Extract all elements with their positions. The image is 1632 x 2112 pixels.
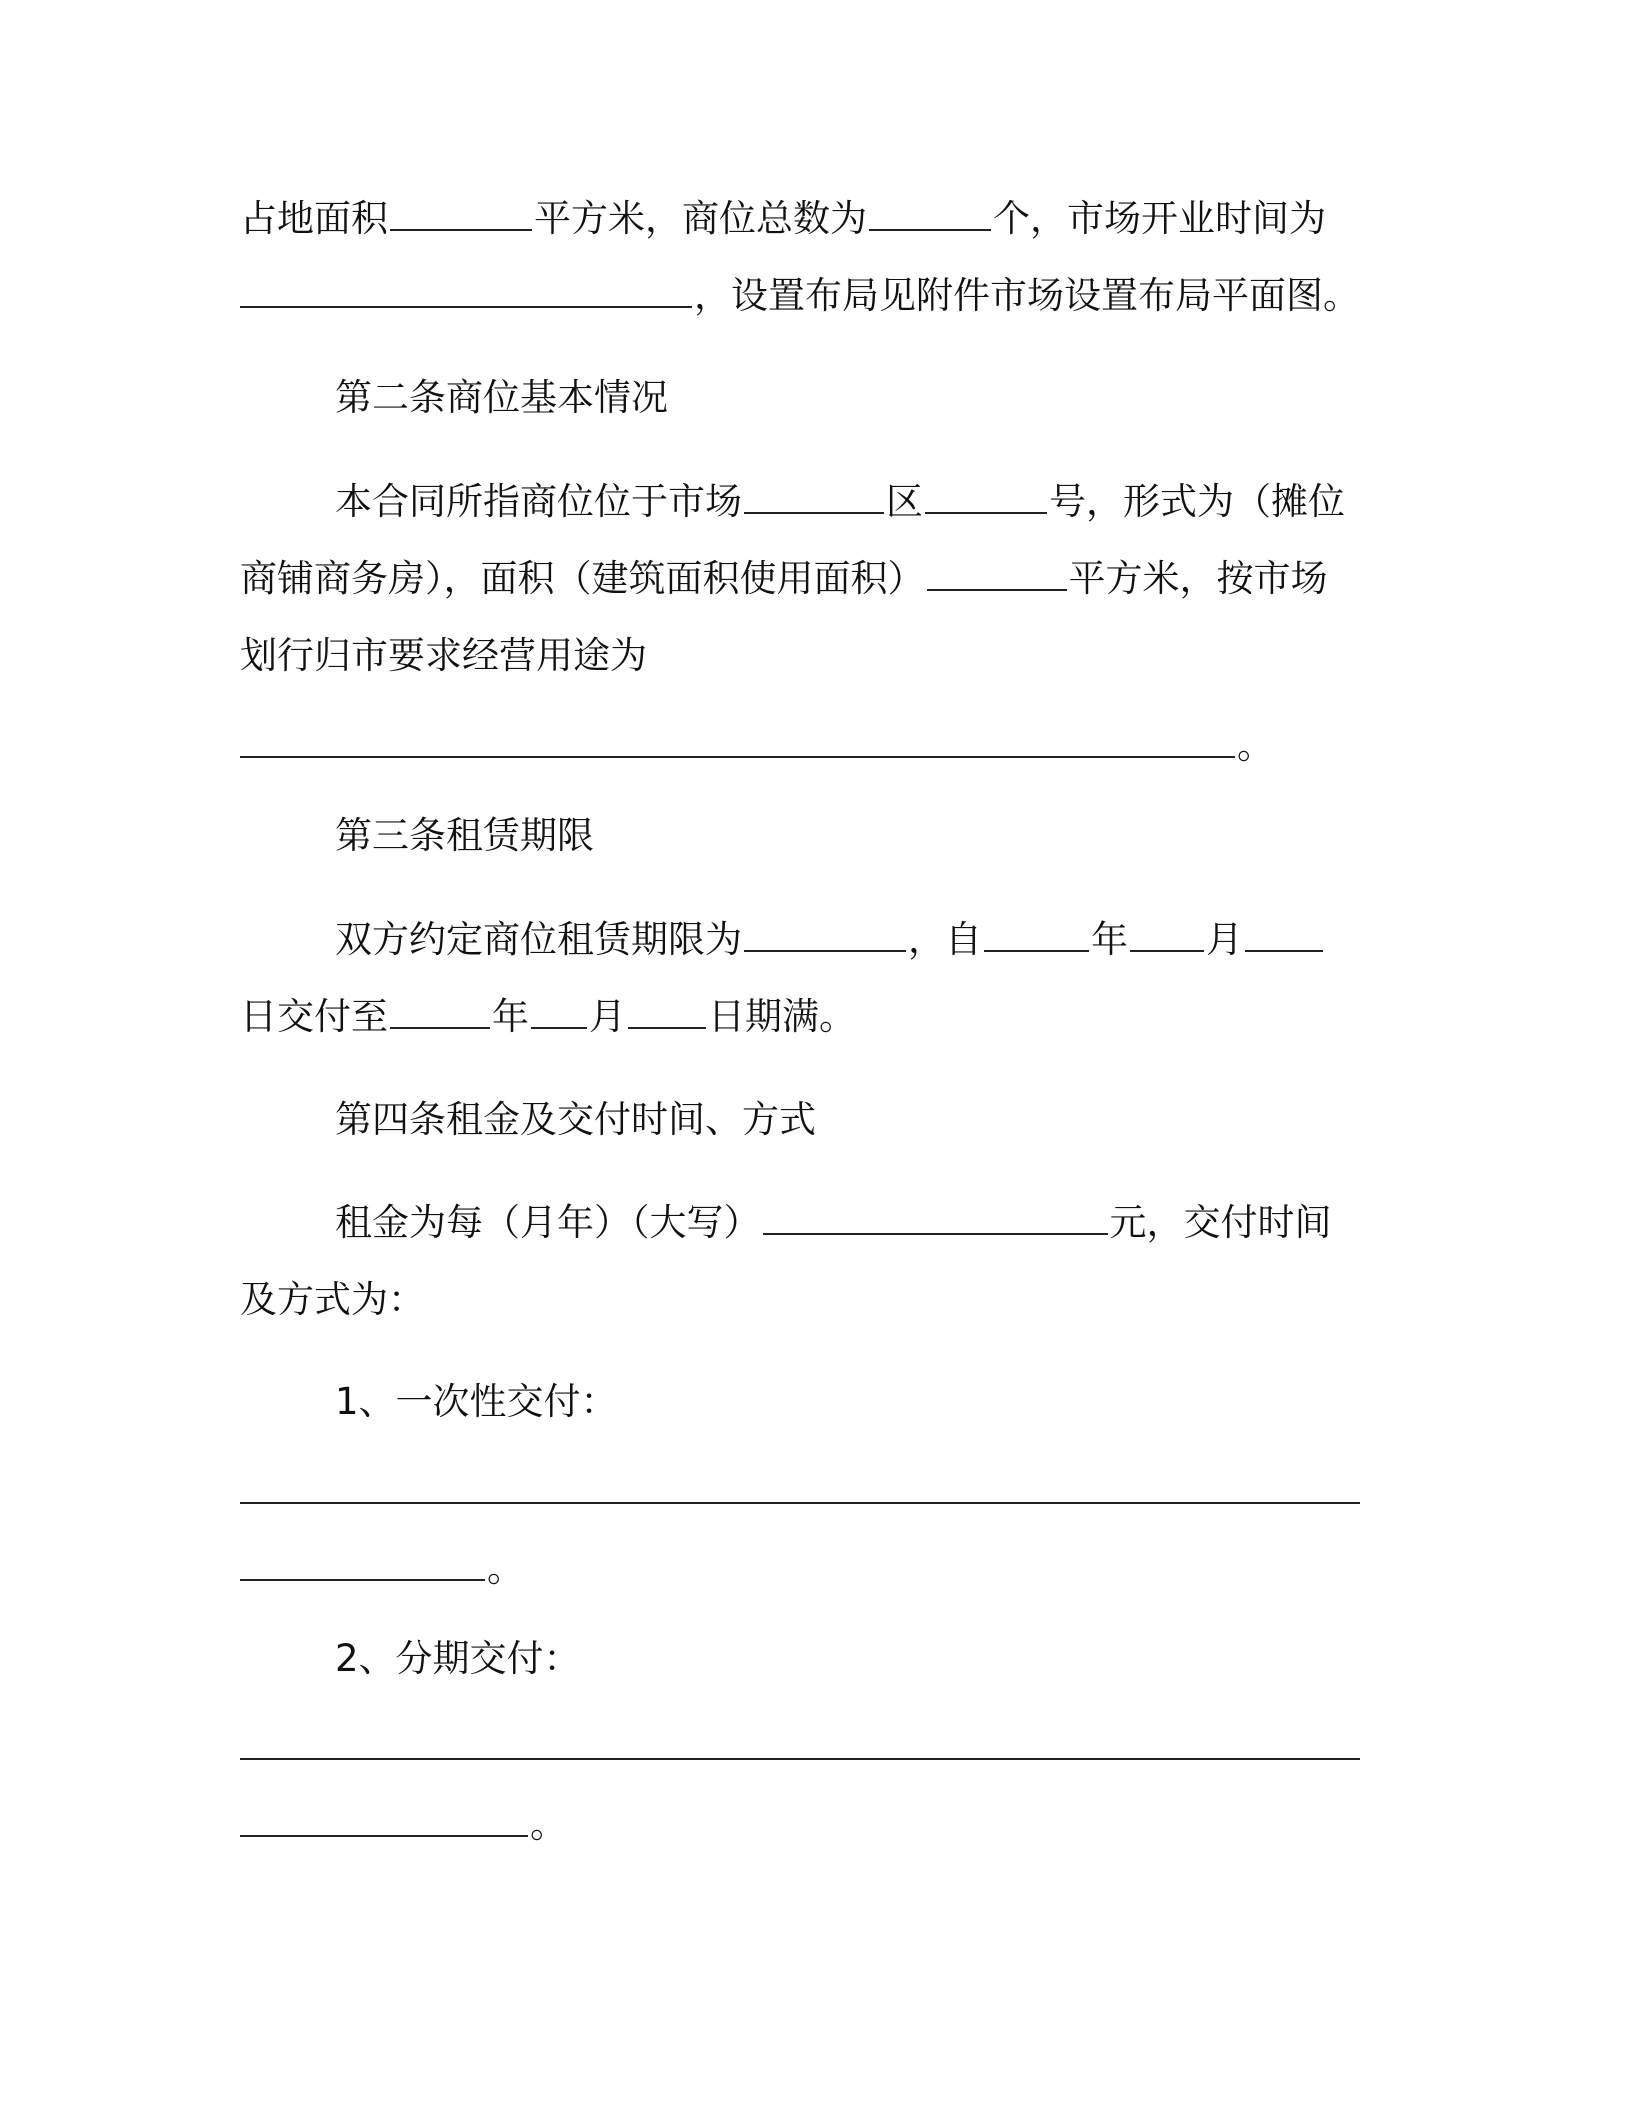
fill-blank-opening-date[interactable] [240,274,692,308]
fill-blank-rent-amount[interactable] [763,1201,1108,1235]
fill-blank-business-use[interactable] [240,724,1235,758]
fill-blank-installment-1[interactable] [240,1726,1360,1760]
fill-blank-lump-sum-2[interactable] [240,1547,485,1581]
fill-blank-end-month[interactable] [531,995,587,1029]
text-segment: 日交付至 [240,995,388,1038]
text-segment: ，自 [908,918,982,961]
text-segment: 元，交付时间 [1109,1201,1332,1244]
text-segment: ，设置布局见附件市场设置布局平面图。 [694,274,1360,317]
article2-line-4 [240,722,1274,770]
item2-blank-line-1 [240,1724,1362,1772]
fill-blank-land-area[interactable] [390,197,532,231]
fill-blank-start-month[interactable] [1130,918,1204,952]
text-segment: 日期满。 [708,995,856,1038]
text-segment: 年 [1091,918,1128,961]
text-segment: 占地面积 [240,197,388,240]
text-segment: 区 [886,480,923,523]
fill-blank-end-day[interactable] [628,995,706,1029]
text-segment: 双方约定商位租赁期限为 [335,918,742,961]
fill-blank-lease-term[interactable] [744,918,906,952]
article3-line-2 [240,993,856,1041]
text-segment: 本合同所指商位位于市场 [335,480,742,523]
fill-blank-start-year[interactable] [984,918,1089,952]
item1-label: 1、一次性交付： [335,1380,618,1423]
article4-heading: 第四条租金及交付时间、方式 [335,1098,816,1141]
article3-heading: 第三条租赁期限 [335,814,594,857]
article2-line-1 [335,478,1345,526]
text-segment: 号，形式为（摊位 [1049,480,1345,523]
fill-blank-installment-2[interactable] [240,1803,528,1837]
article4-line-1 [335,1199,1332,1247]
fill-blank-stall-area[interactable] [927,557,1067,591]
item2-blank-line-2 [240,1801,567,1849]
article2-line-3: 划行归市要求经营用途为 [240,634,647,677]
item1-blank-line-1 [240,1468,1362,1516]
text-segment: 租金为每（月年）（大写） [335,1201,761,1244]
item2-label: 2、分期交付： [335,1637,581,1680]
article2-heading: 第二条商位基本情况 [335,376,668,419]
text-segment: 平方米，商位总数为 [534,197,867,240]
text-segment: 月 [1206,918,1243,961]
text-segment: 年 [492,995,529,1038]
fill-blank-market-zone[interactable] [744,480,884,514]
text-segment: 。 [1237,724,1274,767]
p1-line-1 [240,195,1326,243]
text-segment: 。 [530,1803,567,1846]
fill-blank-stall-count[interactable] [869,197,991,231]
article4-line-2: 及方式为： [240,1278,425,1321]
p1-line-2 [240,272,1360,320]
text-segment: 月 [589,995,626,1038]
fill-blank-start-day[interactable] [1245,918,1323,952]
article2-line-2 [240,555,1328,603]
item1-blank-line-2 [240,1545,524,1593]
text-segment: 个，市场开业时间为 [993,197,1326,240]
text-segment: 平方米，按市场 [1068,557,1328,600]
fill-blank-lump-sum-1[interactable] [240,1470,1360,1504]
fill-blank-end-year[interactable] [390,995,490,1029]
text-segment: 商铺商务房），面积（建筑面积使用面积） [240,557,925,600]
fill-blank-stall-number[interactable] [925,480,1047,514]
article3-line-1 [335,916,1325,964]
text-segment: 。 [487,1547,524,1590]
